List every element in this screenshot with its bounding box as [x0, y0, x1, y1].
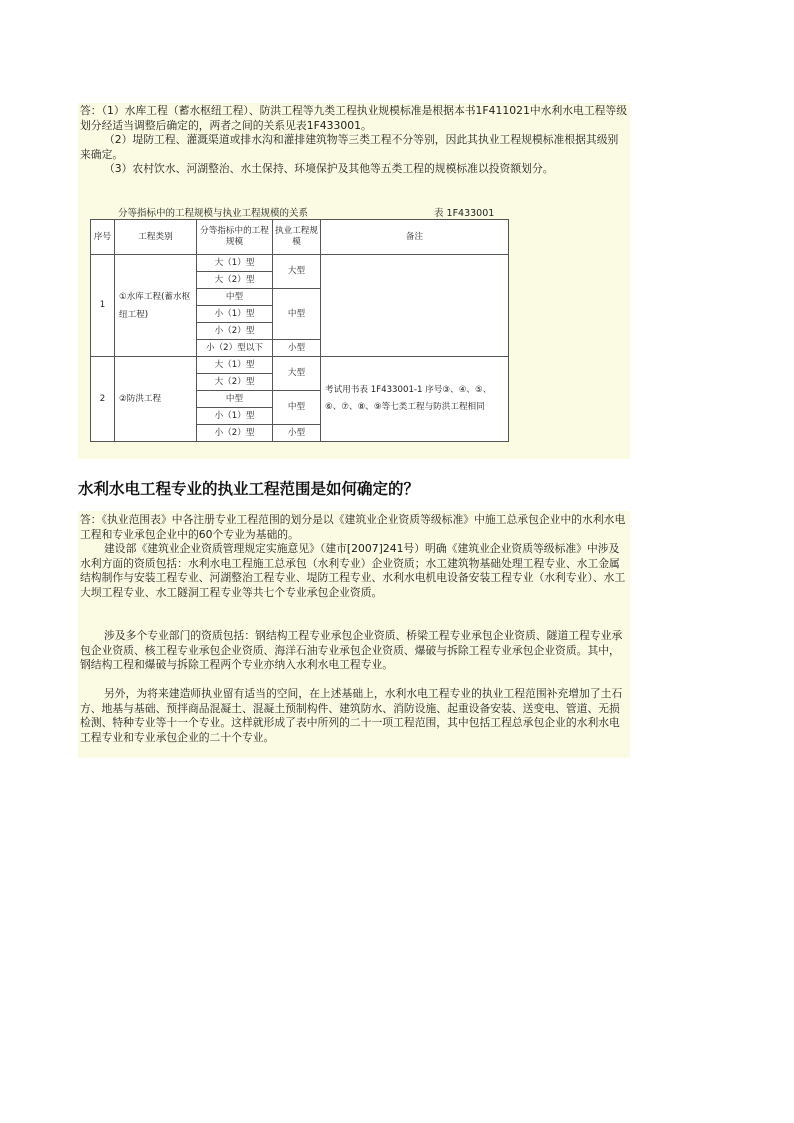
table-header-row	[91, 220, 509, 255]
answer-block-1	[78, 103, 630, 459]
note-cell: 考试用书表 1F433001-1 序号③、④、⑤、⑥、⑦、⑧、⑨等七类工程与防洪工程相同	[321, 357, 509, 442]
seq-cell: 1	[91, 255, 115, 357]
seq-cell: 2	[91, 357, 115, 442]
table-number: 表 1F433001	[434, 208, 495, 219]
header-type: 工程类别	[115, 220, 197, 255]
scale-cell: 大（1）型	[197, 255, 273, 272]
scale-cell: 小（2）型以下	[197, 340, 273, 357]
note-cell-empty	[321, 255, 509, 357]
paragraph-2: 建设部《建筑业企业资质管理规定实施意见》（建市[2007]241号）明确《建筑业企业资质等级标准》中涉及水利方面的资质包括：水利水电工程施工总承包（水利专业）企业资质；水工建筑物基础处理工程专业、水工金属结构制作与安装工程专业、河湖整治工程专业、堤防工程专业、水利水电机电设备安装工程专业（水利专业）、水工大坝工程专业、水工隧洞工程专业等共七个专业承包企业资质。	[80, 542, 626, 599]
scale-cell: 中型	[197, 289, 273, 306]
paragraph-4: 另外，为将来建造师执业留有适当的空间，在上述基础上，水利水电工程专业的执业工程范围补充增加了土石方、地基与基础、预拌商品混凝土、混凝土预制构件、建筑防水、消防设施、起重设备安装、送变电、管道、无损检测、特种专业等十一个专业。这样就形成了表中所列的二十一项工程范围，其中包括工程总承包企业的水利水电工程专业和专业承包企业的二十个专业。	[80, 687, 623, 744]
exec-scale-cell: 小型	[273, 340, 321, 357]
scale-cell: 小（2）型	[197, 425, 273, 442]
exec-scale-cell: 小型	[273, 425, 321, 442]
exec-scale-cell: 大型	[273, 255, 321, 289]
header-note: 备注	[321, 220, 509, 255]
paragraph-1: 答：（1）水库工程（蓄水枢纽工程）、防洪工程等九类工程执业规模标准是根据本书1F411021中水利水电工程等级划分经适当调整后确定的，两者之间的关系见表1F433001。	[80, 104, 628, 132]
exec-scale-cell: 大型	[273, 357, 321, 391]
scale-table-container	[90, 205, 510, 442]
answer-block-2	[78, 511, 630, 758]
paragraph-3: 涉及多个专业部门的资质包括：钢结构工程专业承包企业资质、桥梁工程专业承包企业资质、隧道工程专业承包企业资质、核工程专业承包企业资质、海洋石油专业承包企业资质、爆破与拆除工程专业承包企业资质。其中，钢结构工程和爆破与拆除工程两个专业亦纳入水利水电工程专业。	[80, 629, 623, 671]
table-title: 分等指标中的工程规模与执业工程规模的关系	[118, 208, 309, 219]
paragraph-1: 答：《执业范围表》中各注册专业工程范围的划分是以《建筑业企业资质等级标准》中施工总承包企业中的水利水电工程和专业承包企业中的60个专业为基础的。	[80, 513, 626, 541]
header-index-scale: 分等指标中的工程规模	[197, 220, 273, 255]
table-row	[91, 357, 509, 374]
scale-cell: 中型	[197, 391, 273, 408]
scale-table	[90, 219, 509, 442]
exec-scale-cell: 中型	[273, 289, 321, 340]
scale-cell: 小（2）型	[197, 323, 273, 340]
scale-cell: 大（2）型	[197, 272, 273, 289]
scale-cell: 小（1）型	[197, 306, 273, 323]
exec-scale-cell: 中型	[273, 391, 321, 425]
scale-cell: 大（1）型	[197, 357, 273, 374]
scale-cell: 大（2）型	[197, 374, 273, 391]
header-seq: 序号	[91, 220, 115, 255]
paragraph-2: （2）堤防工程、灌溉渠道或排水沟和灌排建筑物等三类工程不分等别，因此其执业工程规模标准根据其级别来确定。	[80, 133, 619, 161]
scale-cell: 小（1）型	[197, 408, 273, 425]
question-heading: 水利水电工程专业的执业工程范围是如何确定的？	[78, 480, 420, 498]
header-exec-scale: 执业工程规模	[273, 220, 321, 255]
table-caption	[90, 205, 510, 219]
paragraph-3: （3）农村饮水、河湖整治、水土保持、环境保护及其他等五类工程的规模标准以投资额划分。	[104, 162, 554, 175]
type-cell: ①水库工程(蓄水枢纽工程)	[115, 255, 197, 357]
type-cell: ②防洪工程	[115, 357, 197, 442]
table-row	[91, 255, 509, 272]
